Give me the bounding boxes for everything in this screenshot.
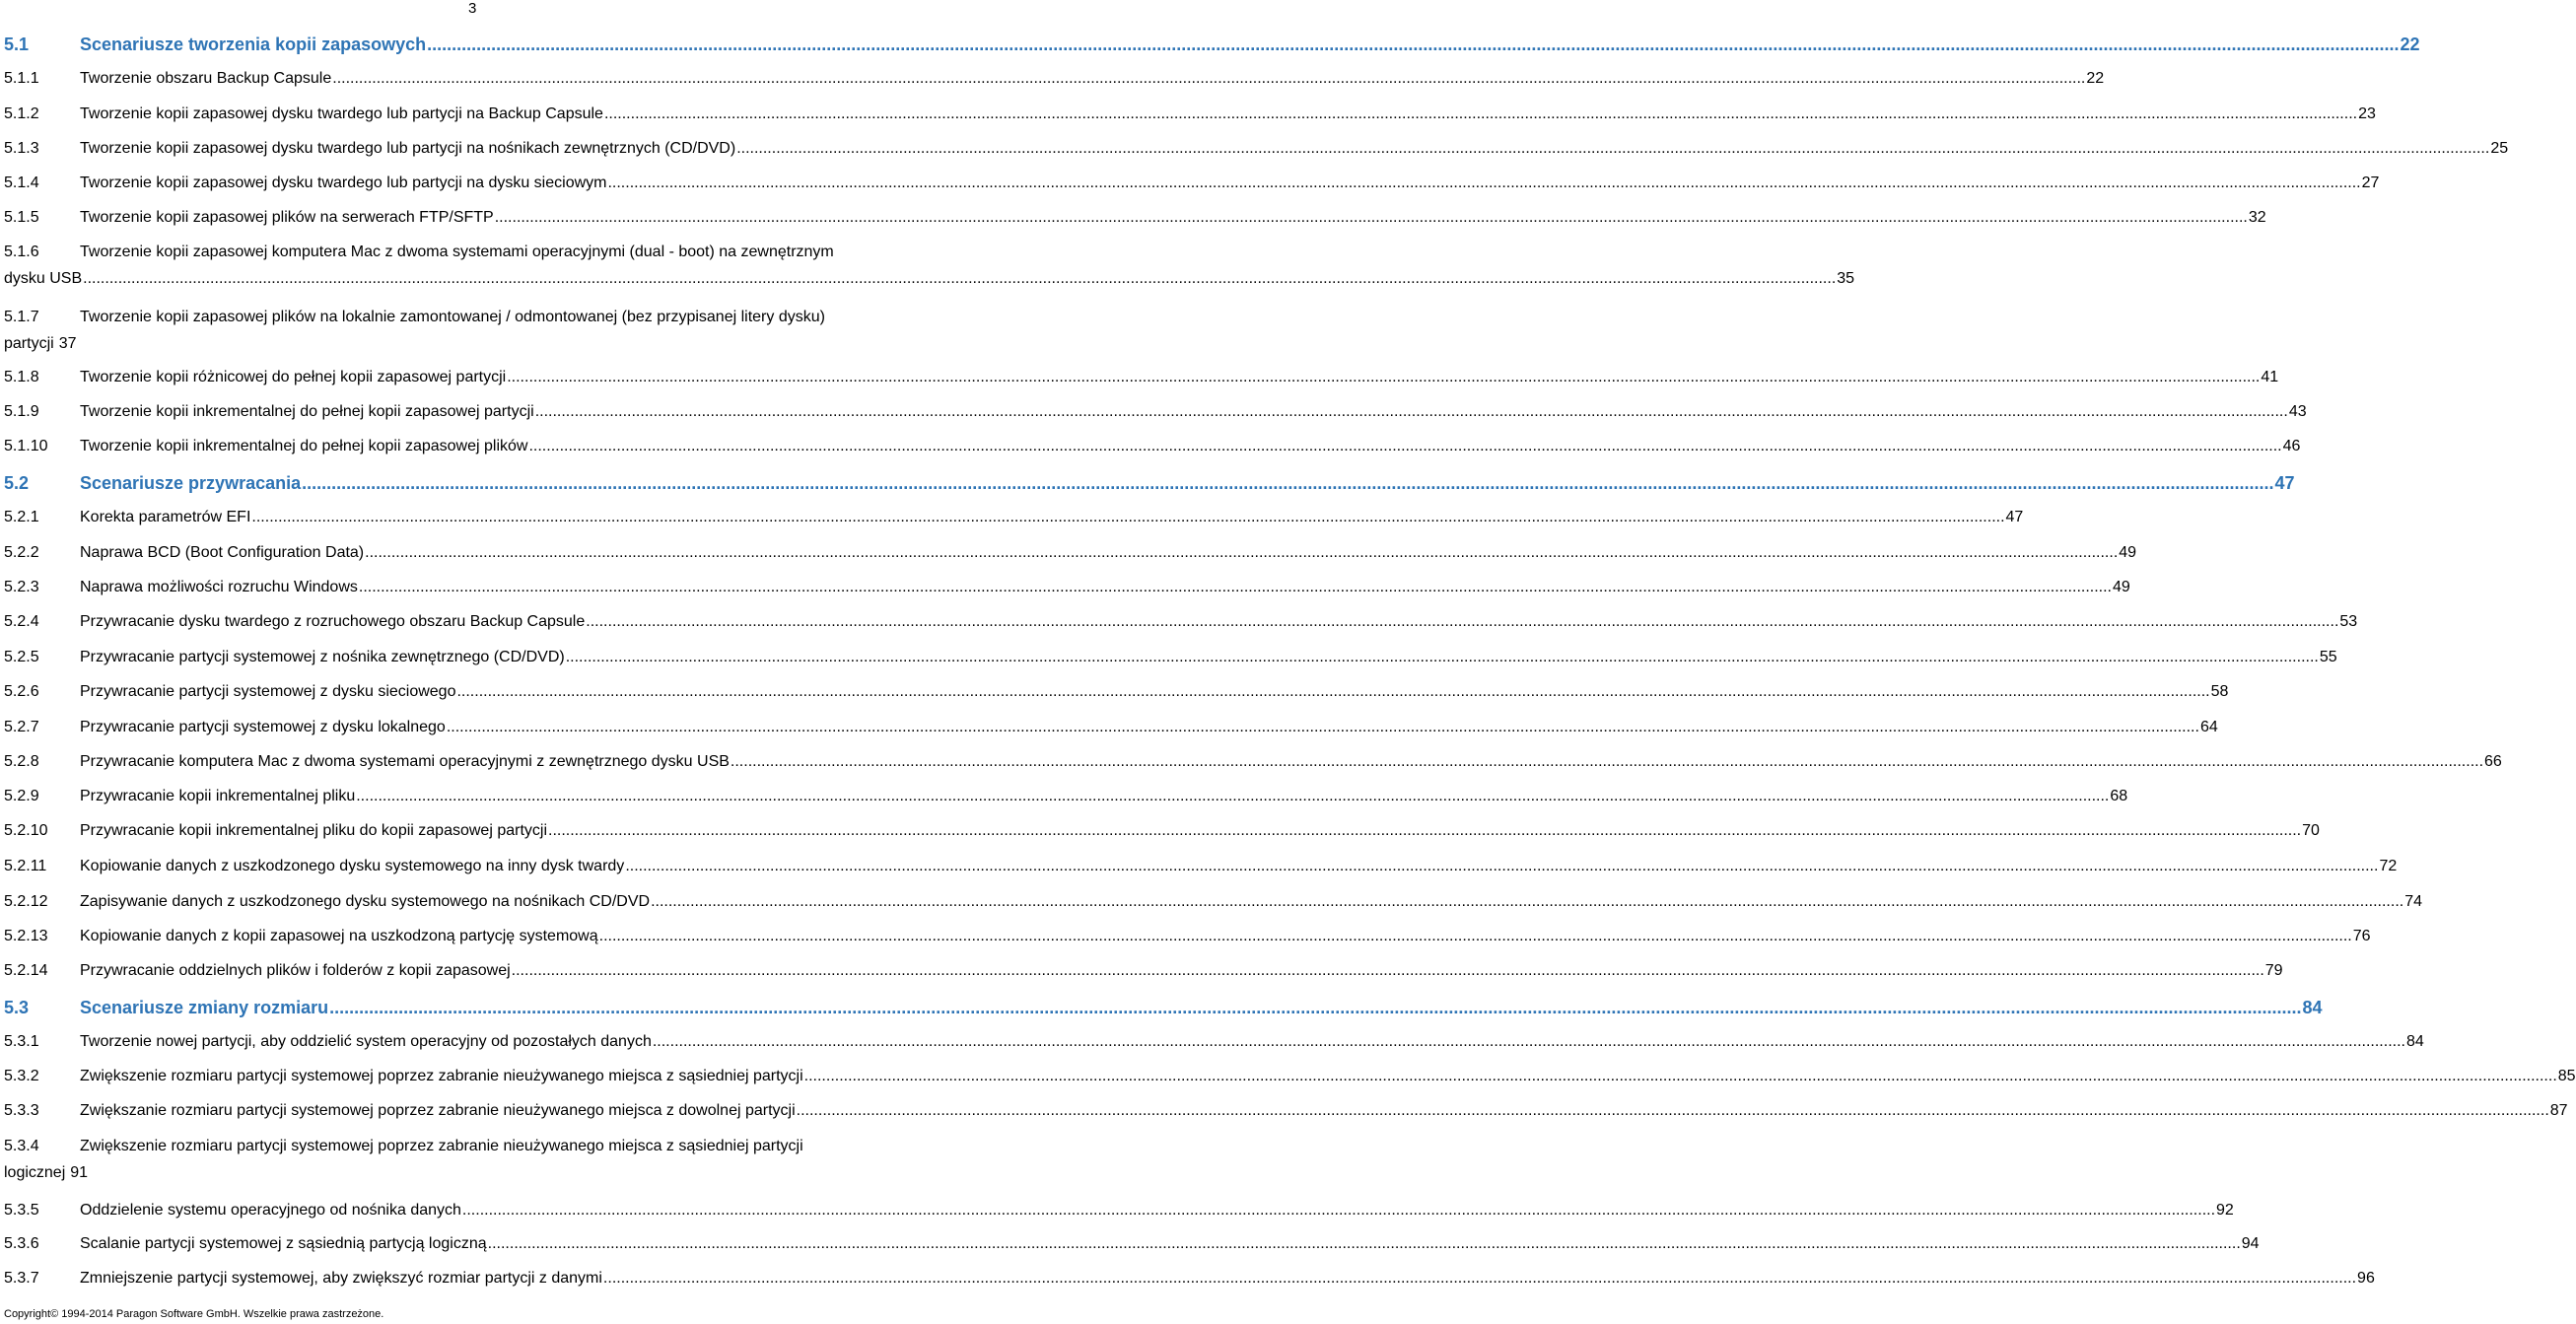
toc-entry-title-continuation: logicznej — [4, 1164, 66, 1181]
toc-entry-page: 64 — [2199, 719, 2218, 735]
toc-entry-page: 27 — [2361, 174, 2380, 191]
toc-entry-number: 5.1.7 — [4, 309, 39, 325]
toc-entry-number: 5.1.5 — [4, 209, 39, 226]
dot-leader: ................................................................................................................................................................................................................................................................................................................................................................................................................ — [358, 579, 2112, 595]
toc-entry-number: 5.2.4 — [4, 613, 39, 630]
toc-entry-title: Tworzenie nowej partycji, aby oddzielić system operacyjny od pozostałych danych — [80, 1033, 652, 1050]
toc-entry-page: 25 — [2490, 140, 2509, 157]
toc-entry-number: 5.1.10 — [4, 438, 48, 454]
toc-entry-page: 87 — [2549, 1102, 2568, 1119]
toc-entry[interactable] — [4, 1100, 2568, 1122]
toc-entry-title: Tworzenie kopii zapasowej dysku twardego lub partycji na dysku sieciowym — [80, 174, 607, 191]
toc-entry-page: 79 — [2264, 962, 2283, 979]
toc-entry-page: 53 — [2339, 613, 2358, 630]
toc-entry-title: Zwiększenie rozmiaru partycji systemowej poprzez zabranie nieużywanego miejsca z sąsiedniej partycji — [80, 1138, 803, 1154]
toc-entry[interactable] — [4, 1136, 942, 1184]
toc-entry-title: Scenariusze przywracania — [80, 473, 302, 493]
toc-entry[interactable] — [4, 68, 2105, 90]
toc-entry-page: 47 — [2005, 509, 2024, 525]
dot-leader: ................................................................................................................................................................................................................................................................................................................................................................................................................ — [251, 509, 2005, 525]
dot-leader: ................................................................................................................................................................................................................................................................................................................................................................................................................ — [796, 1102, 2549, 1119]
toc-entry-title: Przywracanie kopii inkrementalnej pliku — [80, 788, 356, 804]
dot-leader: ................................................................................................................................................................................................................................................................................................................................................................................................................ — [528, 438, 2282, 454]
toc-entry-page: 55 — [2319, 649, 2337, 665]
toc-entry[interactable] — [4, 577, 2130, 598]
toc-entry-number: 5.1.1 — [4, 70, 39, 87]
toc-entry[interactable] — [4, 647, 2337, 668]
dot-leader: ................................................................................................................................................................................................................................................................................................................................................................................................................ — [603, 105, 2358, 122]
toc-entry-title: Tworzenie kopii zapasowej komputera Mac z dwoma systemami operacyjnymi (dual - boot) na zewnętrznym — [80, 244, 834, 260]
toc-entry-page: 92 — [2216, 1202, 2234, 1219]
toc-entry-page: 35 — [1837, 270, 1855, 287]
dot-leader: ................................................................................................................................................................................................................................................................................................................................................................................................................ — [507, 369, 2261, 385]
toc-entry[interactable] — [4, 960, 2283, 982]
toc-entry-page: 70 — [2302, 822, 2320, 839]
toc-entry-title: Przywracanie oddzielnych plików i folderów z kopii zapasowej — [80, 962, 511, 979]
toc-entry[interactable] — [4, 820, 2320, 842]
dot-leader: ................................................................................................................................................................................................................................................................................................................................................................................................................ — [598, 928, 2352, 944]
dot-leader: ................................................................................................................................................................................................................................................................................................................................................................................................................ — [625, 858, 2379, 874]
dot-leader: ................................................................................................................................................................................................................................................................................................................................................................................................................ — [83, 270, 1837, 287]
toc-entry-number: 5.1.3 — [4, 140, 39, 157]
toc-entry-number: 5.3.1 — [4, 1033, 39, 1050]
toc-entry-number: 5.2 — [4, 473, 30, 493]
toc-entry-title: Przywracanie kopii inkrementalnej pliku do kopii zapasowej partycji — [80, 822, 547, 839]
toc-entry-title: Tworzenie kopii zapasowej dysku twardego lub partycji na nośnikach zewnętrznych (CD/DVD) — [80, 140, 736, 157]
toc-entry-page: 23 — [2358, 105, 2376, 122]
toc-entry[interactable] — [4, 104, 2376, 125]
toc-entry-number: 5.2.8 — [4, 753, 39, 770]
toc-entry-page: 85 — [2557, 1068, 2576, 1084]
dot-leader: ................................................................................................................................................................................................................................................................................................................................................................................................................ — [586, 613, 2339, 630]
page-number: 3 — [468, 0, 477, 17]
toc-entry-number: 5.1.4 — [4, 174, 39, 191]
toc-entry-number: 5.3.3 — [4, 1102, 39, 1119]
toc-entry-title: Zmniejszenie partycji systemowej, aby zwiększyć rozmiar partycji z danymi — [80, 1270, 602, 1287]
dot-leader: ................................................................................................................................................................................................................................................................................................................................................................................................................ — [329, 998, 2302, 1017]
toc-entry[interactable] — [4, 33, 2420, 56]
toc-entry-page: 74 — [2404, 893, 2422, 910]
toc-entry[interactable] — [4, 1031, 2424, 1053]
toc-entry-page: 49 — [2119, 544, 2137, 561]
dot-leader: ................................................................................................................................................................................................................................................................................................................................................................................................................ — [461, 1202, 2216, 1219]
dot-leader: ................................................................................................................................................................................................................................................................................................................................................................................................................ — [487, 1235, 2241, 1252]
toc-entry-page: 37 — [58, 335, 77, 352]
toc-entry-title: Naprawa BCD (Boot Configuration Data) — [80, 544, 365, 561]
toc-entry[interactable] — [4, 1200, 2234, 1221]
toc-entry[interactable] — [4, 242, 1855, 290]
toc-entry-page: 47 — [2274, 473, 2295, 493]
toc-entry-number: 5.2.2 — [4, 544, 39, 561]
toc-entry[interactable] — [4, 436, 2301, 457]
toc-entry-title: Oddzielenie systemu operacyjnego od nośnika danych — [80, 1202, 461, 1219]
toc-entry-title: Korekta parametrów EFI — [80, 509, 251, 525]
toc-entry-number: 5.2.5 — [4, 649, 39, 665]
dot-leader: ................................................................................................................................................................................................................................................................................................................................................................................................................ — [427, 35, 2400, 54]
toc-entry-title: Scenariusze tworzenia kopii zapasowych — [80, 35, 427, 54]
toc-entry[interactable] — [4, 1268, 2375, 1289]
toc-entry-number: 5.3 — [4, 998, 30, 1017]
toc-entry-number: 5.3.7 — [4, 1270, 39, 1287]
toc-entry-number: 5.2.13 — [4, 928, 48, 944]
toc-entry-page: 91 — [70, 1164, 89, 1181]
toc-entry-page: 46 — [2282, 438, 2301, 454]
toc-entry-number: 5.3.5 — [4, 1202, 39, 1219]
toc-entry-page: 58 — [2210, 683, 2229, 700]
toc-entry-page: 32 — [2248, 209, 2266, 226]
dot-leader: ................................................................................................................................................................................................................................................................................................................................................................................................................ — [446, 719, 2199, 735]
toc-entry-title: Scenariusze zmiany rozmiaru — [80, 998, 329, 1017]
toc-entry[interactable] — [4, 542, 2137, 564]
toc-entry[interactable] — [4, 207, 2266, 229]
toc-entry-number: 5.3.6 — [4, 1235, 39, 1252]
toc-entry-number: 5.2.12 — [4, 893, 48, 910]
dot-leader: ................................................................................................................................................................................................................................................................................................................................................................................................................ — [494, 209, 2248, 226]
toc-entry-number: 5.2.10 — [4, 822, 48, 839]
toc-entry-page: 66 — [2484, 753, 2502, 770]
toc-entry-number: 5.2.6 — [4, 683, 39, 700]
toc-entry[interactable] — [4, 996, 2323, 1019]
dot-leader: ................................................................................................................................................................................................................................................................................................................................................................................................................ — [651, 893, 2404, 910]
dot-leader: ................................................................................................................................................................................................................................................................................................................................................................................................................ — [602, 1270, 2357, 1287]
toc-entry-number: 5.1.2 — [4, 105, 39, 122]
toc-entry-page: 22 — [2400, 35, 2420, 54]
toc-entry-title: Tworzenie kopii zapasowej dysku twardego lub partycji na Backup Capsule — [80, 105, 603, 122]
toc-entry[interactable] — [4, 1233, 2260, 1255]
toc-entry[interactable] — [4, 891, 2422, 913]
dot-leader: ................................................................................................................................................................................................................................................................................................................................................................................................................ — [565, 649, 2319, 665]
toc-entry-page: 43 — [2288, 403, 2307, 420]
toc-entry[interactable] — [4, 856, 2398, 877]
toc-entry-title-continuation: partycji — [4, 335, 54, 352]
toc-entry-title: Kopiowanie danych z kopii zapasowej na uszkodzoną partycję systemową — [80, 928, 598, 944]
toc-entry[interactable] — [4, 471, 2295, 495]
toc-entry[interactable] — [4, 173, 2380, 194]
toc-entry-number: 5.1.6 — [4, 244, 39, 260]
toc-entry-title: Kopiowanie danych z uszkodzonego dysku systemowego na inny dysk twardy — [80, 858, 625, 874]
dot-leader: ................................................................................................................................................................................................................................................................................................................................................................................................................ — [652, 1033, 2405, 1050]
toc-entry-number: 5.2.3 — [4, 579, 39, 595]
toc-entry-title: Naprawa możliwości rozruchu Windows — [80, 579, 358, 595]
toc-entry-number: 5.3.2 — [4, 1068, 39, 1084]
toc-entry[interactable] — [4, 786, 2128, 807]
toc-entry[interactable] — [4, 307, 942, 355]
toc-entry-title: Tworzenie kopii inkrementalnej do pełnej kopii zapasowej partycji — [80, 403, 534, 420]
toc-entry-title: Zwiększenie rozmiaru partycji systemowej poprzez zabranie nieużywanego miejsca z sąsiedniej partycji — [80, 1068, 803, 1084]
dot-leader: ................................................................................................................................................................................................................................................................................................................................................................................................................ — [548, 822, 2302, 839]
toc-entry-number: 5.1.9 — [4, 403, 39, 420]
toc-entry[interactable] — [4, 367, 2279, 388]
toc-entry[interactable] — [4, 926, 2371, 947]
toc-entry-title: Zwiększanie rozmiaru partycji systemowej poprzez zabranie nieużywanego miejsca z dowolnej partycji — [80, 1102, 796, 1119]
toc-entry-title: Przywracanie partycji systemowej z dysku lokalnego — [80, 719, 446, 735]
toc-entry-page: 76 — [2352, 928, 2371, 944]
toc-entry-page: 68 — [2110, 788, 2128, 804]
toc-entry-title: Przywracanie komputera Mac z dwoma systemami operacyjnymi z zewnętrznego dysku USB — [80, 753, 730, 770]
toc-entry-number: 5.2.1 — [4, 509, 39, 525]
toc-entry[interactable] — [4, 751, 2502, 773]
toc-entry-title: Przywracanie partycji systemowej z dysku sieciowego — [80, 683, 456, 700]
dot-leader: ................................................................................................................................................................................................................................................................................................................................................................................................................ — [356, 788, 2110, 804]
toc-entry-page: 84 — [2405, 1033, 2424, 1050]
dot-leader: ................................................................................................................................................................................................................................................................................................................................................................................................................ — [456, 683, 2210, 700]
toc-entry-title: Tworzenie kopii zapasowej plików na lokalnie zamontowanej / odmontowanej (bez przypisanej litery dysku) — [80, 309, 825, 325]
toc-entry[interactable] — [4, 1066, 2576, 1087]
toc-entry-title-continuation: dysku USB — [4, 270, 83, 287]
toc-entry-number: 5.3.4 — [4, 1138, 39, 1154]
toc-entry-page: 49 — [2113, 579, 2130, 595]
toc-entry-number: 5.2.11 — [4, 858, 47, 874]
toc-entry-page: 72 — [2379, 858, 2398, 874]
toc-entry[interactable] — [4, 717, 2218, 738]
toc-entry[interactable] — [4, 681, 2229, 703]
copyright-footer: Copyright© 1994-2014 Paragon Software GmbH. Wszelkie prawa zastrzeżone. — [4, 1308, 384, 1320]
toc-entry-page: 22 — [2086, 70, 2105, 87]
dot-leader: ................................................................................................................................................................................................................................................................................................................................................................................................................ — [730, 753, 2484, 770]
toc-entry[interactable] — [4, 138, 2509, 160]
toc-entry-page: 41 — [2261, 369, 2279, 385]
toc-entry-title: Tworzenie kopii inkrementalnej do pełnej kopii zapasowej plików — [80, 438, 528, 454]
dot-leader: ................................................................................................................................................................................................................................................................................................................................................................................................................ — [607, 174, 2361, 191]
toc-entry[interactable] — [4, 401, 2307, 423]
toc-entry-title: Przywracanie partycji systemowej z nośnika zewnętrznego (CD/DVD) — [80, 649, 565, 665]
toc-entry-title: Tworzenie kopii zapasowej plików na serwerach FTP/SFTP — [80, 209, 494, 226]
dot-leader: ................................................................................................................................................................................................................................................................................................................................................................................................................ — [534, 403, 2288, 420]
toc-entry-page: 96 — [2357, 1270, 2375, 1287]
toc-entry-title: Tworzenie obszaru Backup Capsule — [80, 70, 332, 87]
toc-entry-number: 5.1 — [4, 35, 30, 54]
toc-entry-number: 5.1.8 — [4, 369, 39, 385]
toc-entry-title: Przywracanie dysku twardego z rozruchowego obszaru Backup Capsule — [80, 613, 586, 630]
dot-leader: ................................................................................................................................................................................................................................................................................................................................................................................................................ — [332, 70, 2086, 87]
dot-leader: ................................................................................................................................................................................................................................................................................................................................................................................................................ — [511, 962, 2264, 979]
dot-leader: ................................................................................................................................................................................................................................................................................................................................................................................................................ — [803, 1068, 2557, 1084]
dot-leader: ................................................................................................................................................................................................................................................................................................................................................................................................................ — [365, 544, 2119, 561]
toc-entry-number: 5.2.14 — [4, 962, 48, 979]
dot-leader: ................................................................................................................................................................................................................................................................................................................................................................................................................ — [302, 473, 2274, 493]
toc-entry-title: Tworzenie kopii różnicowej do pełnej kopii zapasowej partycji — [80, 369, 507, 385]
toc-entry-title: Scalanie partycji systemowej z sąsiednią partycją logiczną — [80, 1235, 487, 1252]
toc-entry-title: Zapisywanie danych z uszkodzonego dysku systemowego na nośnikach CD/DVD — [80, 893, 651, 910]
toc-entry-number: 5.2.9 — [4, 788, 39, 804]
toc-entry-number: 5.2.7 — [4, 719, 39, 735]
toc-entry-page: 94 — [2241, 1235, 2260, 1252]
toc-entry-page: 84 — [2302, 998, 2323, 1017]
toc-entry[interactable] — [4, 611, 2358, 633]
toc-entry[interactable] — [4, 507, 2024, 528]
dot-leader: ................................................................................................................................................................................................................................................................................................................................................................................................................ — [736, 140, 2490, 157]
